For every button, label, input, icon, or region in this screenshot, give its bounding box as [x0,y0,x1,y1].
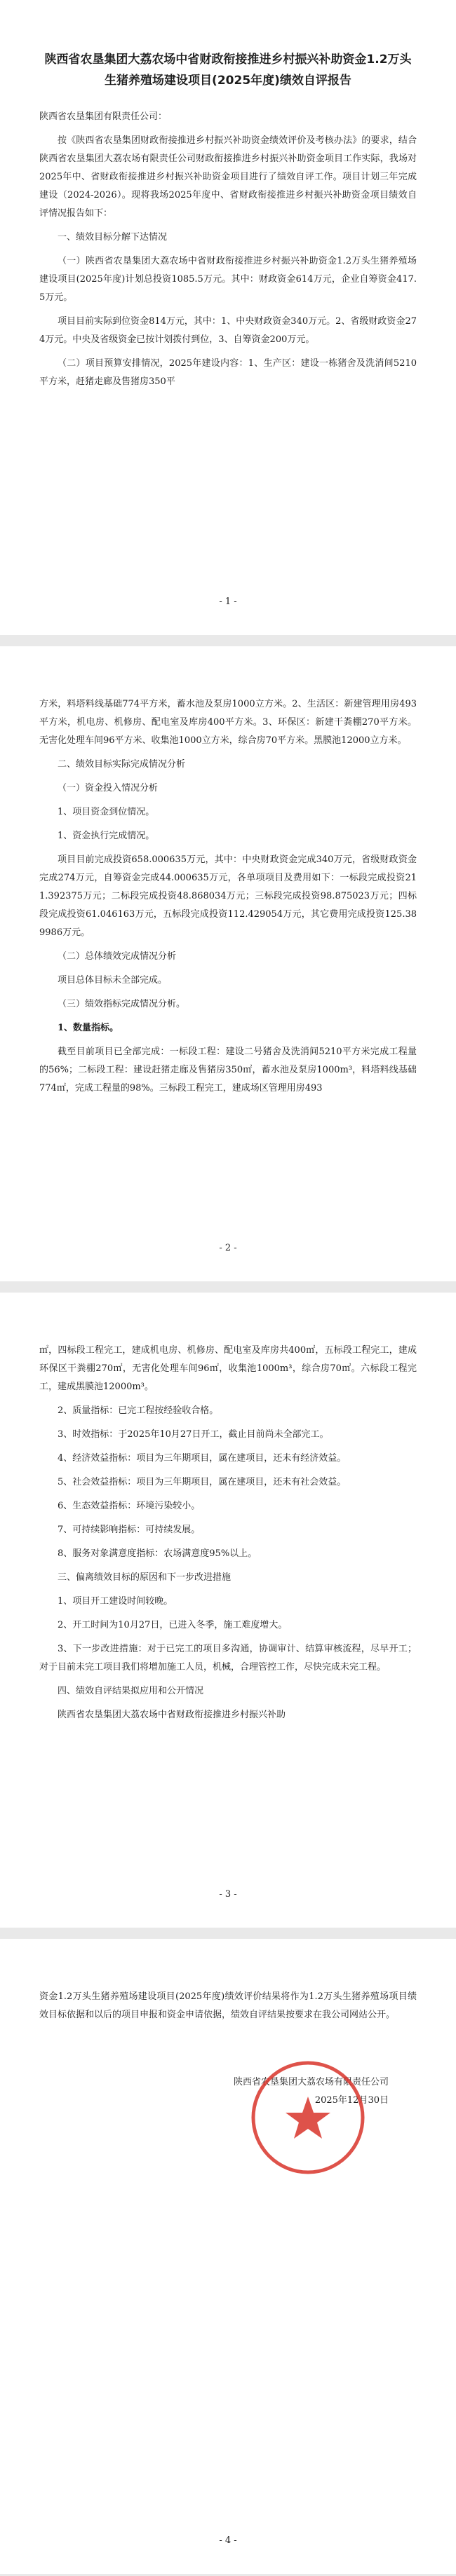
paragraph: ㎡，四标段工程完工，建成机电房、机修房、配电室及库房共400㎡，五标段工程完工，建成环保区干粪棚270㎡，无害化处理车间96㎡，收集池1000m³，综合房70㎡。六标段工程完工，建成黑膜池12000m³。 [39,1345,417,1392]
paragraph: 方米，料塔料线基础774平方米，蓄水池及泵房1000立方米。2、生活区：新建管理用房493平方米，机电房、机修房、配电室及库房400平方米。3、环保区：新建干粪棚270平方米。无害化处理车间96平方米、收集池1000立方米，综合房70平方米。黑膜池12000立方米。 [39,699,417,746]
paragraph: 项目目前实际到位资金814万元，其中：1、中央财政资金340万元。2、省级财政资金274万元。中央及省级资金已按计划拨付到位，3、自筹资金200万元。 [39,316,417,345]
paragraph: 7、可持续影响指标：可持续发展。 [58,1525,201,1535]
paragraph: 截至目前项目已全部完成：一标段工程：建设二号猪舍及洗消间5210平方米完成工程量的56%；二标段工程：建设赶猪走廊及售猪房350㎡，蓄水池及泵房1000m³，料塔料线基础774㎡，完成工程量的98%。三标段工程完工，建成场区管理用房493 [39,1047,417,1093]
paragraph: 8、服务对象满意度指标：农场满意度95%以上。 [58,1548,257,1559]
section-heading: 二、绩效目标实际完成情况分析 [58,759,186,770]
official-seal-icon [248,2058,368,2177]
page-2 [0,646,456,1281]
paragraph: 1、项目资金到位情况。 [58,807,155,817]
paragraph: 项目目前完成投资658.000635万元，其中：中央财政资金完成340万元，省级财政资金完成274万元，自筹资金完成44.000635万元，各单项项目及费用如下：一标段完成投资211.392375万元；二标段完成投资48.868034万元；三标段完成投资98.875023万元；四标段完成投资61.046163万元，五标段完成投资112.429054万元，其它费用完成投资125.389986万元。 [39,854,417,938]
sub-heading: （三）绩效指标完成情况分析。 [58,999,186,1009]
sub-heading: （一）资金投入情况分析 [58,783,159,793]
paragraph: 5、社会效益指标：项目为三年期项目，属在建项目，还未有社会效益。 [58,1477,347,1487]
page-number: - 3 - [219,1889,237,1900]
page-4 [0,1939,456,2574]
page-number: - 4 - [219,2535,237,2546]
paragraph: 资金1.2万头生猪养殖场建设项目(2025年度)绩效评价结果将作为1.2万头生猪养殖场项目绩效目标依据和以后的项目申报和资金申请依据，绩效自评结果按要求在我公司网站公开。 [39,1991,417,2020]
page-number: - 2 - [219,1243,237,1253]
section-heading: 一、绩效目标分解下达情况 [58,232,168,243]
paragraph: 3、时效指标：于2025年10月27日开工，截止目前尚未全部完工。 [58,1429,329,1440]
page-3 [0,1293,456,1928]
paragraph: 2、质量指标：已完工程按经验收合格。 [58,1405,219,1416]
paragraph: 按《陕西省农垦集团财政衔接推进乡村振兴补助资金绩效评价及考核办法》的要求，结合陕西省农垦集团大荔农场有限责任公司财政衔接推进乡村振兴补助资金项目工作实际，我场对2025年中、省财政衔接推进乡村振兴补助资金项目进行了绩效自评工作。项目计划三年完成建设（2024-2026）。现将我场2025年度中、省财政衔接推进乡村振兴补助资金项目绩效自评情况报告如下： [39,135,417,219]
signature-company: 陕西省农垦集团大荔农场有限责任公司 [233,2077,389,2087]
paragraph: 陕西省农垦集团大荔农场中省财政衔接推进乡村振兴补助 [58,1710,286,1720]
paragraph: （二）项目预算安排情况，2025年建设内容：1、生产区：建设一栋猪舍及洗消间5210平方米，赶猪走廊及售猪房350平 [39,358,417,387]
paragraph: 2、开工时间为10月27日，已进入冬季，施工难度增大。 [58,1620,288,1630]
page-number: - 1 - [219,597,237,607]
paragraph: （一）陕西省农垦集团大荔农场中省财政衔接推进乡村振兴补助资金1.2万头生猪养殖场建设项目(2025年度)计划总投资1085.5万元。其中：财政资金614万元，企业自筹资金417.5万元。 [39,256,417,303]
section-heading: 三、偏离绩效目标的原因和下一步改进措施 [58,1572,232,1583]
signature-date: 2025年12月30日 [314,2095,389,2106]
signature-block [39,2073,417,2110]
paragraph: 3、下一步改进措施：对于已完工的项目多沟通，协调审计、结算审核流程，尽早开工；对于目前未完工项目我们将增加施工人员，机械，合理管控工作，尽快完成未完工程。 [39,1644,417,1672]
paragraph: 1、项目开工建设时间较晚。 [58,1596,173,1607]
document-title: 陕西省农垦集团大荔农场中省财政衔接推进乡村振兴补助资金1.2万头生猪养殖场建设项目(2025年度)绩效自评报告 [44,53,412,88]
paragraph: 4、经济效益指标：项目为三年期项目，属在建项目，还未有经济效益。 [58,1453,347,1464]
sub-heading: （二）总体绩效完成情况分析 [58,951,177,962]
sub-heading: 1、数量指标。 [58,1023,119,1033]
paragraph: 1、资金执行完成情况。 [58,831,155,841]
paragraph: 6、生态效益指标：环境污染较小。 [58,1501,201,1511]
page-1 [0,0,456,635]
salutation: 陕西省农垦集团有限责任公司： [39,111,168,122]
section-heading: 四、绩效自评结果拟应用和公开情况 [58,1686,204,1696]
paragraph: 项目总体目标未全部完成。 [58,975,168,986]
